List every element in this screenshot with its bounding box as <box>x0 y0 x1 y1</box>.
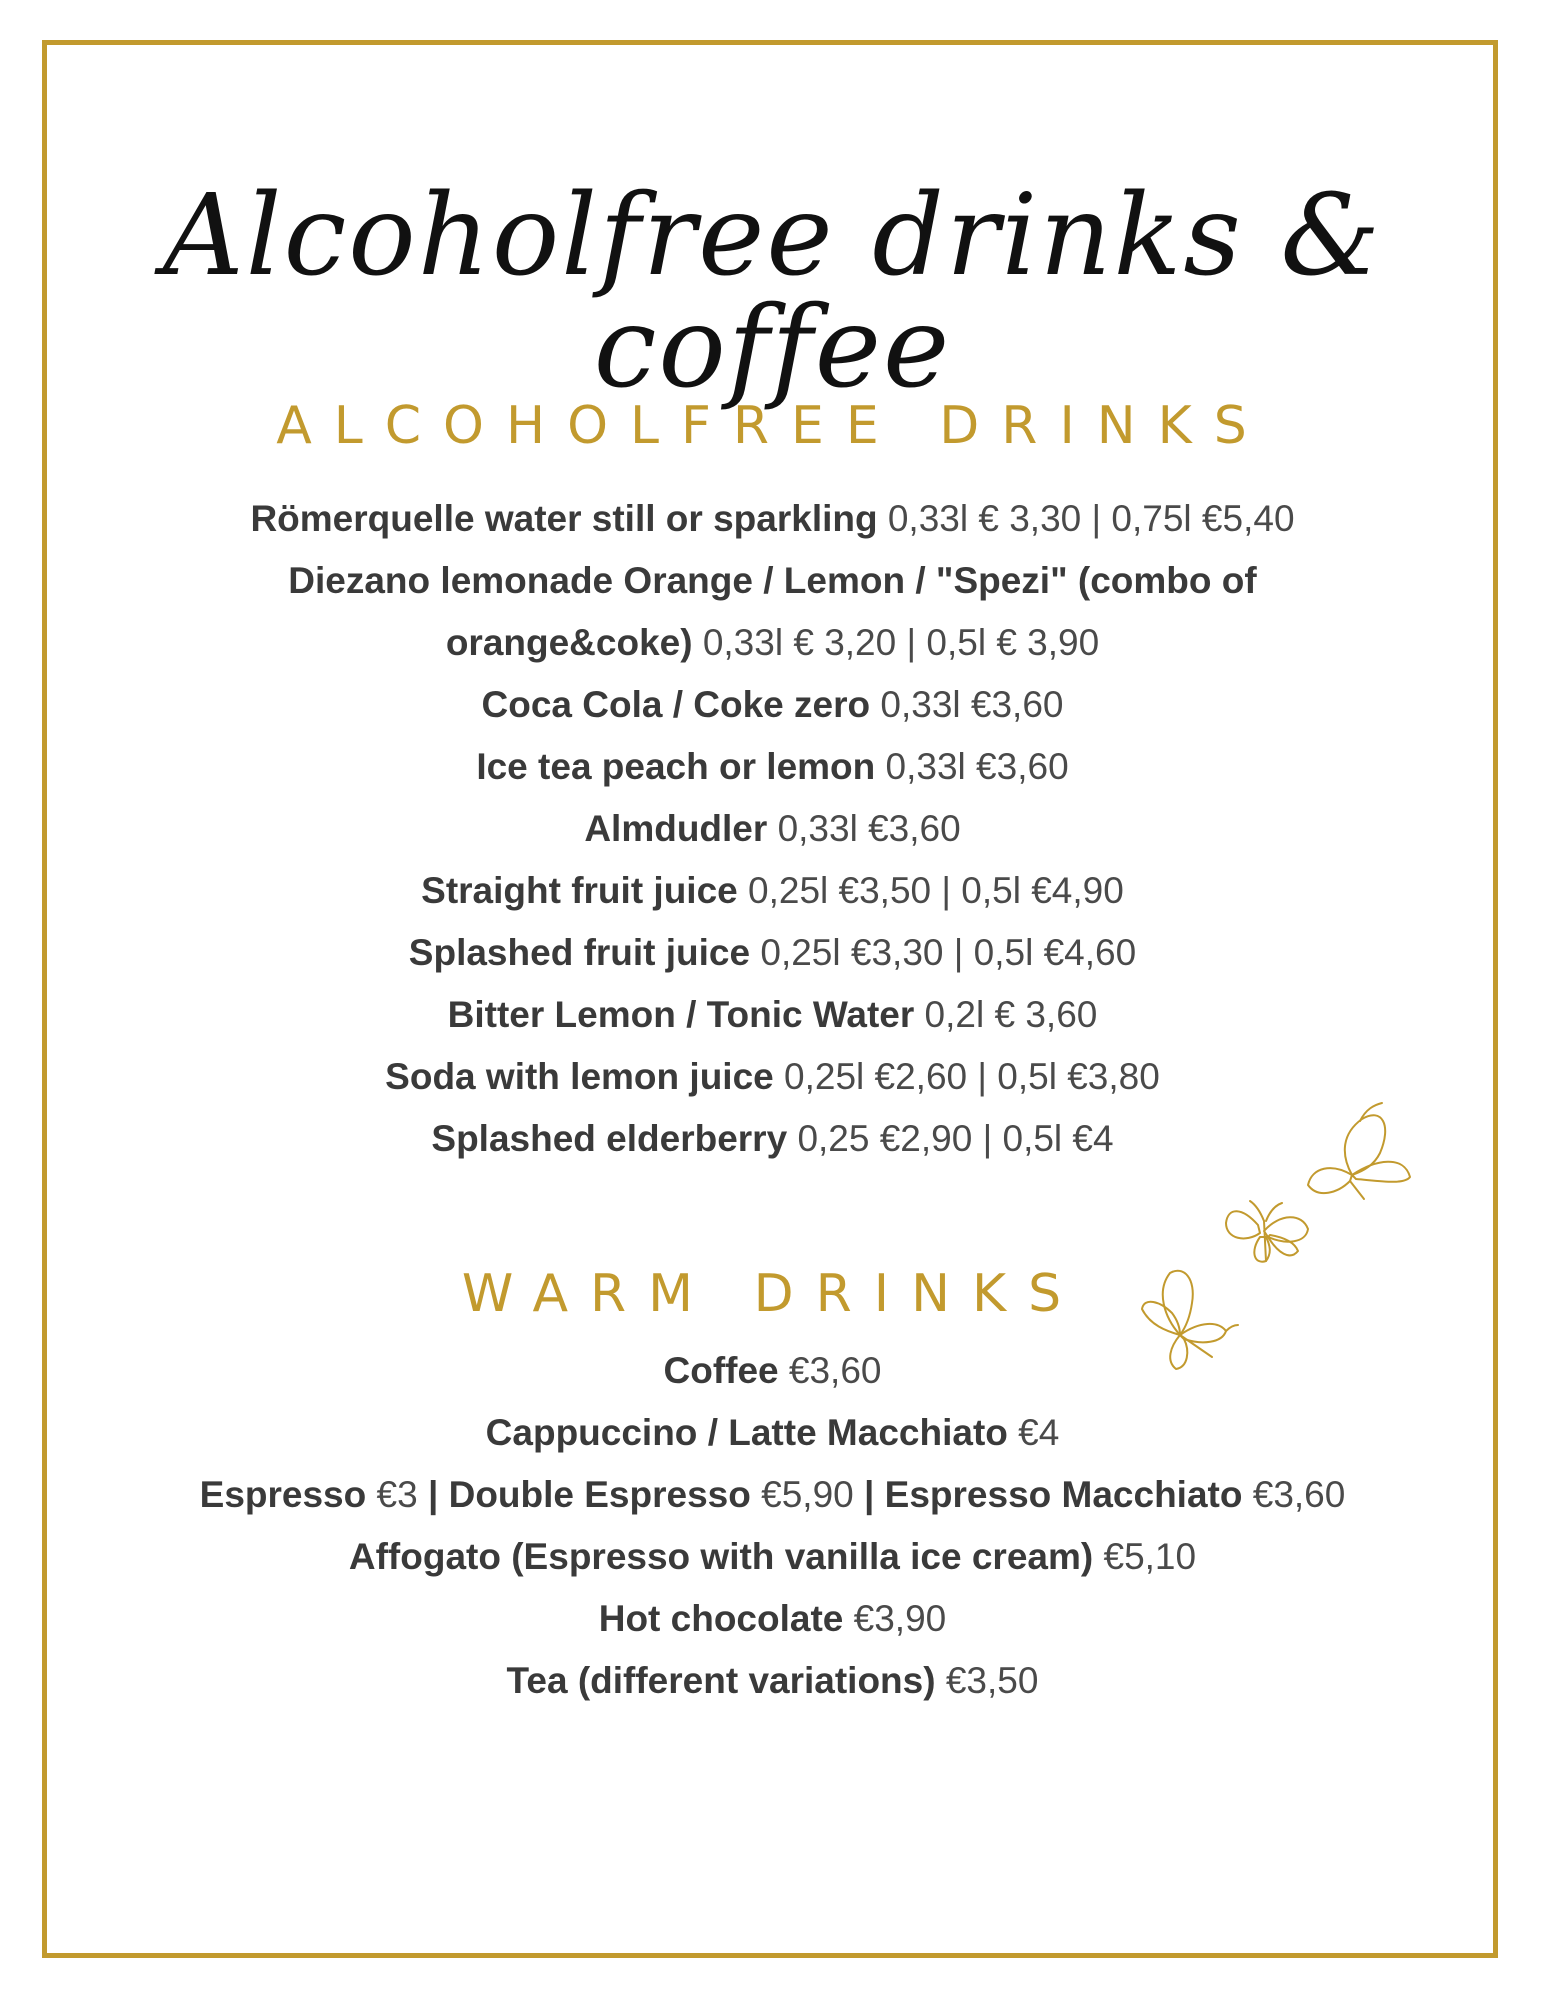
butterfly-middle-icon <box>1226 1201 1308 1262</box>
list-item <box>0 1650 1545 1712</box>
item-price: 0,33l € 3,20 | 0,5l € 3,90 <box>702 622 1100 663</box>
list-item <box>0 984 1545 1046</box>
item-price: €3,60 <box>788 1350 882 1391</box>
list-item <box>0 1526 1545 1588</box>
section-heading-warm: WARM DRINKS <box>461 1264 1084 1324</box>
item-price: €3,50 <box>945 1660 1039 1701</box>
item-price: €5,10 <box>1103 1536 1197 1577</box>
item-price: 0,33l €3,60 <box>885 746 1069 787</box>
list-item <box>0 1340 1545 1402</box>
item-price: €5,90 <box>761 1474 854 1515</box>
list-item <box>0 1588 1545 1650</box>
list-item <box>0 860 1545 922</box>
item-name: Tea (different variations) <box>506 1660 936 1701</box>
item-price: 0,25l €3,50 | 0,5l €4,90 <box>748 870 1124 911</box>
item-name: Splashed fruit juice <box>408 932 751 973</box>
item-price: €4 <box>1018 1412 1060 1453</box>
item-price: 0,33l € 3,30 | 0,75l €5,40 <box>887 498 1295 539</box>
item-name: Coffee <box>663 1350 779 1391</box>
warm-drinks-list <box>0 1340 1545 1712</box>
item-name: Ice tea peach or lemon <box>476 746 876 787</box>
list-item <box>0 1464 1545 1526</box>
item-price: 0,25l €2,60 | 0,5l €3,80 <box>784 1056 1160 1097</box>
item-name: Römerquelle water still or sparkling <box>250 498 878 539</box>
list-item <box>0 550 1545 674</box>
item-name: Splashed elderberry <box>431 1118 788 1159</box>
list-item <box>0 798 1545 860</box>
item-name: Coca Cola / Coke zero <box>481 684 871 725</box>
section-heading-alcoholfree: ALCOHOLFREE DRINKS <box>276 396 1269 456</box>
item-price: 0,25l €3,30 | 0,5l €4,60 <box>760 932 1137 973</box>
item-price: 0,2l € 3,60 <box>924 994 1098 1035</box>
list-item <box>0 488 1545 550</box>
item-price: €3,90 <box>853 1598 947 1639</box>
item-name: Soda with lemon juice <box>385 1056 774 1097</box>
butterfly-top-icon <box>1308 1103 1410 1199</box>
item-name: Espresso <box>199 1474 367 1515</box>
butterflies-icon <box>1130 1095 1430 1375</box>
menu-title: Alcoholfree drinks & coffee <box>162 171 1383 413</box>
item-name: Hot chocolate <box>598 1598 844 1639</box>
item-name: Double Espresso <box>448 1474 751 1515</box>
item-price: €3,60 <box>1252 1474 1346 1515</box>
item-name: Bitter Lemon / Tonic Water <box>447 994 915 1035</box>
item-name: Cappuccino / Latte Macchiato <box>485 1412 1008 1453</box>
list-item <box>0 674 1545 736</box>
list-item <box>0 736 1545 798</box>
separator: | <box>427 1474 439 1515</box>
item-name: Espresso Macchiato <box>884 1474 1243 1515</box>
list-item <box>0 1402 1545 1464</box>
separator: | <box>864 1474 875 1515</box>
item-price: 0,33l €3,60 <box>777 808 961 849</box>
item-price: €3 <box>376 1474 418 1515</box>
item-name: Diezano lemonade Orange / Lemon / "Spezi" (combo of orange&coke) <box>288 560 1257 663</box>
alcoholfree-drinks-list <box>0 488 1545 1170</box>
item-name: Almdudler <box>584 808 768 849</box>
item-name: Straight fruit juice <box>421 870 738 911</box>
item-price: 0,25 €2,90 | 0,5l €4 <box>797 1118 1114 1159</box>
list-item <box>0 922 1545 984</box>
item-price: 0,33l €3,60 <box>880 684 1064 725</box>
item-name: Affogato (Espresso with vanilla ice cream) <box>348 1536 1094 1577</box>
